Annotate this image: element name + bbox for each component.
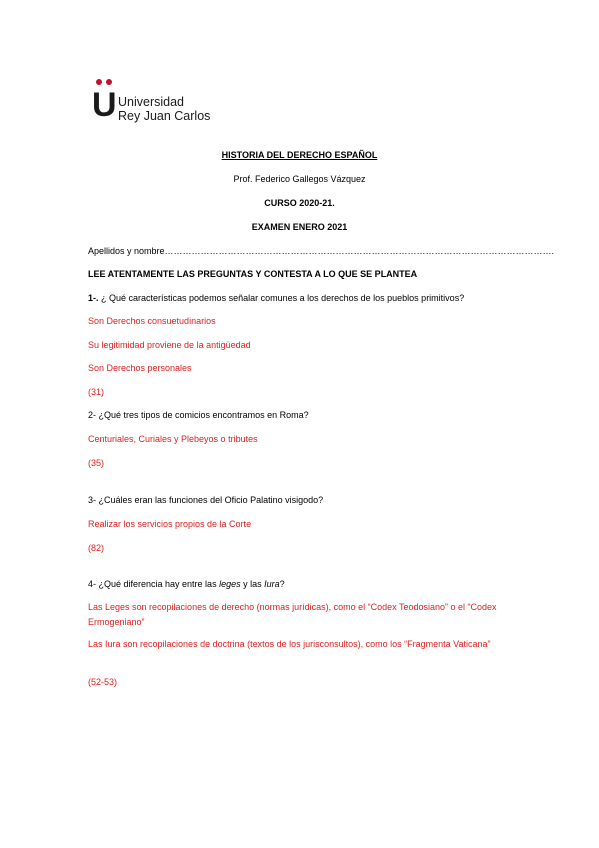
answer-4-b: Las Iura son recopilaciones de doctrina (textos de los jurisconsultos), como los “Fragmenta Vaticana” [88, 639, 491, 649]
reference-4: (52-53) [88, 677, 118, 687]
question-1-number: 1-. [88, 293, 99, 303]
exam-title: EXAMEN ENERO 2021 [251, 222, 348, 232]
answer-1-b: Su legitimidad proviene de la antigüedad [88, 340, 251, 350]
question-4 [88, 578, 285, 590]
logo-line-2: Rey Juan Carlos [118, 109, 211, 123]
logo-u-glyph: U [92, 86, 117, 124]
course-year: CURSO 2020-21. [264, 198, 335, 208]
reference-1: (31) [88, 387, 105, 397]
question-1 [88, 292, 464, 304]
question-1-text: ¿ Qué características podemos señalar comunes a los derechos de los pueblos primitivos? [98, 293, 465, 303]
professor-name: Prof. Federico Gallegos Vázquez [233, 174, 366, 184]
name-field: Apellidos y nombre…………………………………………………………………………………………………………………. [88, 246, 555, 256]
question-4-text-before: 4- ¿Qué diferencia hay entre las [88, 579, 220, 589]
question-3: 3- ¿Cuáles eran las funciones del Oficio Palatino visigodo? [88, 495, 324, 505]
answer-2: Centuriales, Curiales y Plebeyos o tributes [88, 434, 258, 444]
question-2: 2- ¿Qué tres tipos de comicios encontramos en Roma? [88, 410, 309, 420]
instructions: LEE ATENTAMENTE LAS PREGUNTAS Y CONTESTA A LO QUE SE PLANTEA [88, 269, 418, 279]
question-4-term-iura: Iura [264, 579, 280, 589]
university-logo [92, 79, 222, 127]
logo-line-1: Universidad [118, 95, 185, 109]
answer-1-c: Son Derechos personales [88, 363, 192, 373]
logo-wordmark [118, 95, 210, 123]
answer-3: Realizar los servicios propios de la Corte [88, 519, 252, 529]
question-4-text-after: ? [279, 579, 285, 589]
reference-3: (82) [88, 543, 105, 553]
answer-1-a: Son Derechos consuetudinarios [88, 316, 216, 326]
course-title: HISTORIA DEL DERECHO ESPAÑOL [221, 150, 378, 160]
answer-4-a: Las Leges son recopilaciones de derecho (normas jurídicas), como el “Codex Teodosiano” o el “Codex Ermogeniano” [88, 602, 497, 627]
question-4-term-leges: leges [219, 579, 241, 589]
reference-2: (35) [88, 458, 105, 468]
question-4-text-middle: y las [240, 579, 265, 589]
